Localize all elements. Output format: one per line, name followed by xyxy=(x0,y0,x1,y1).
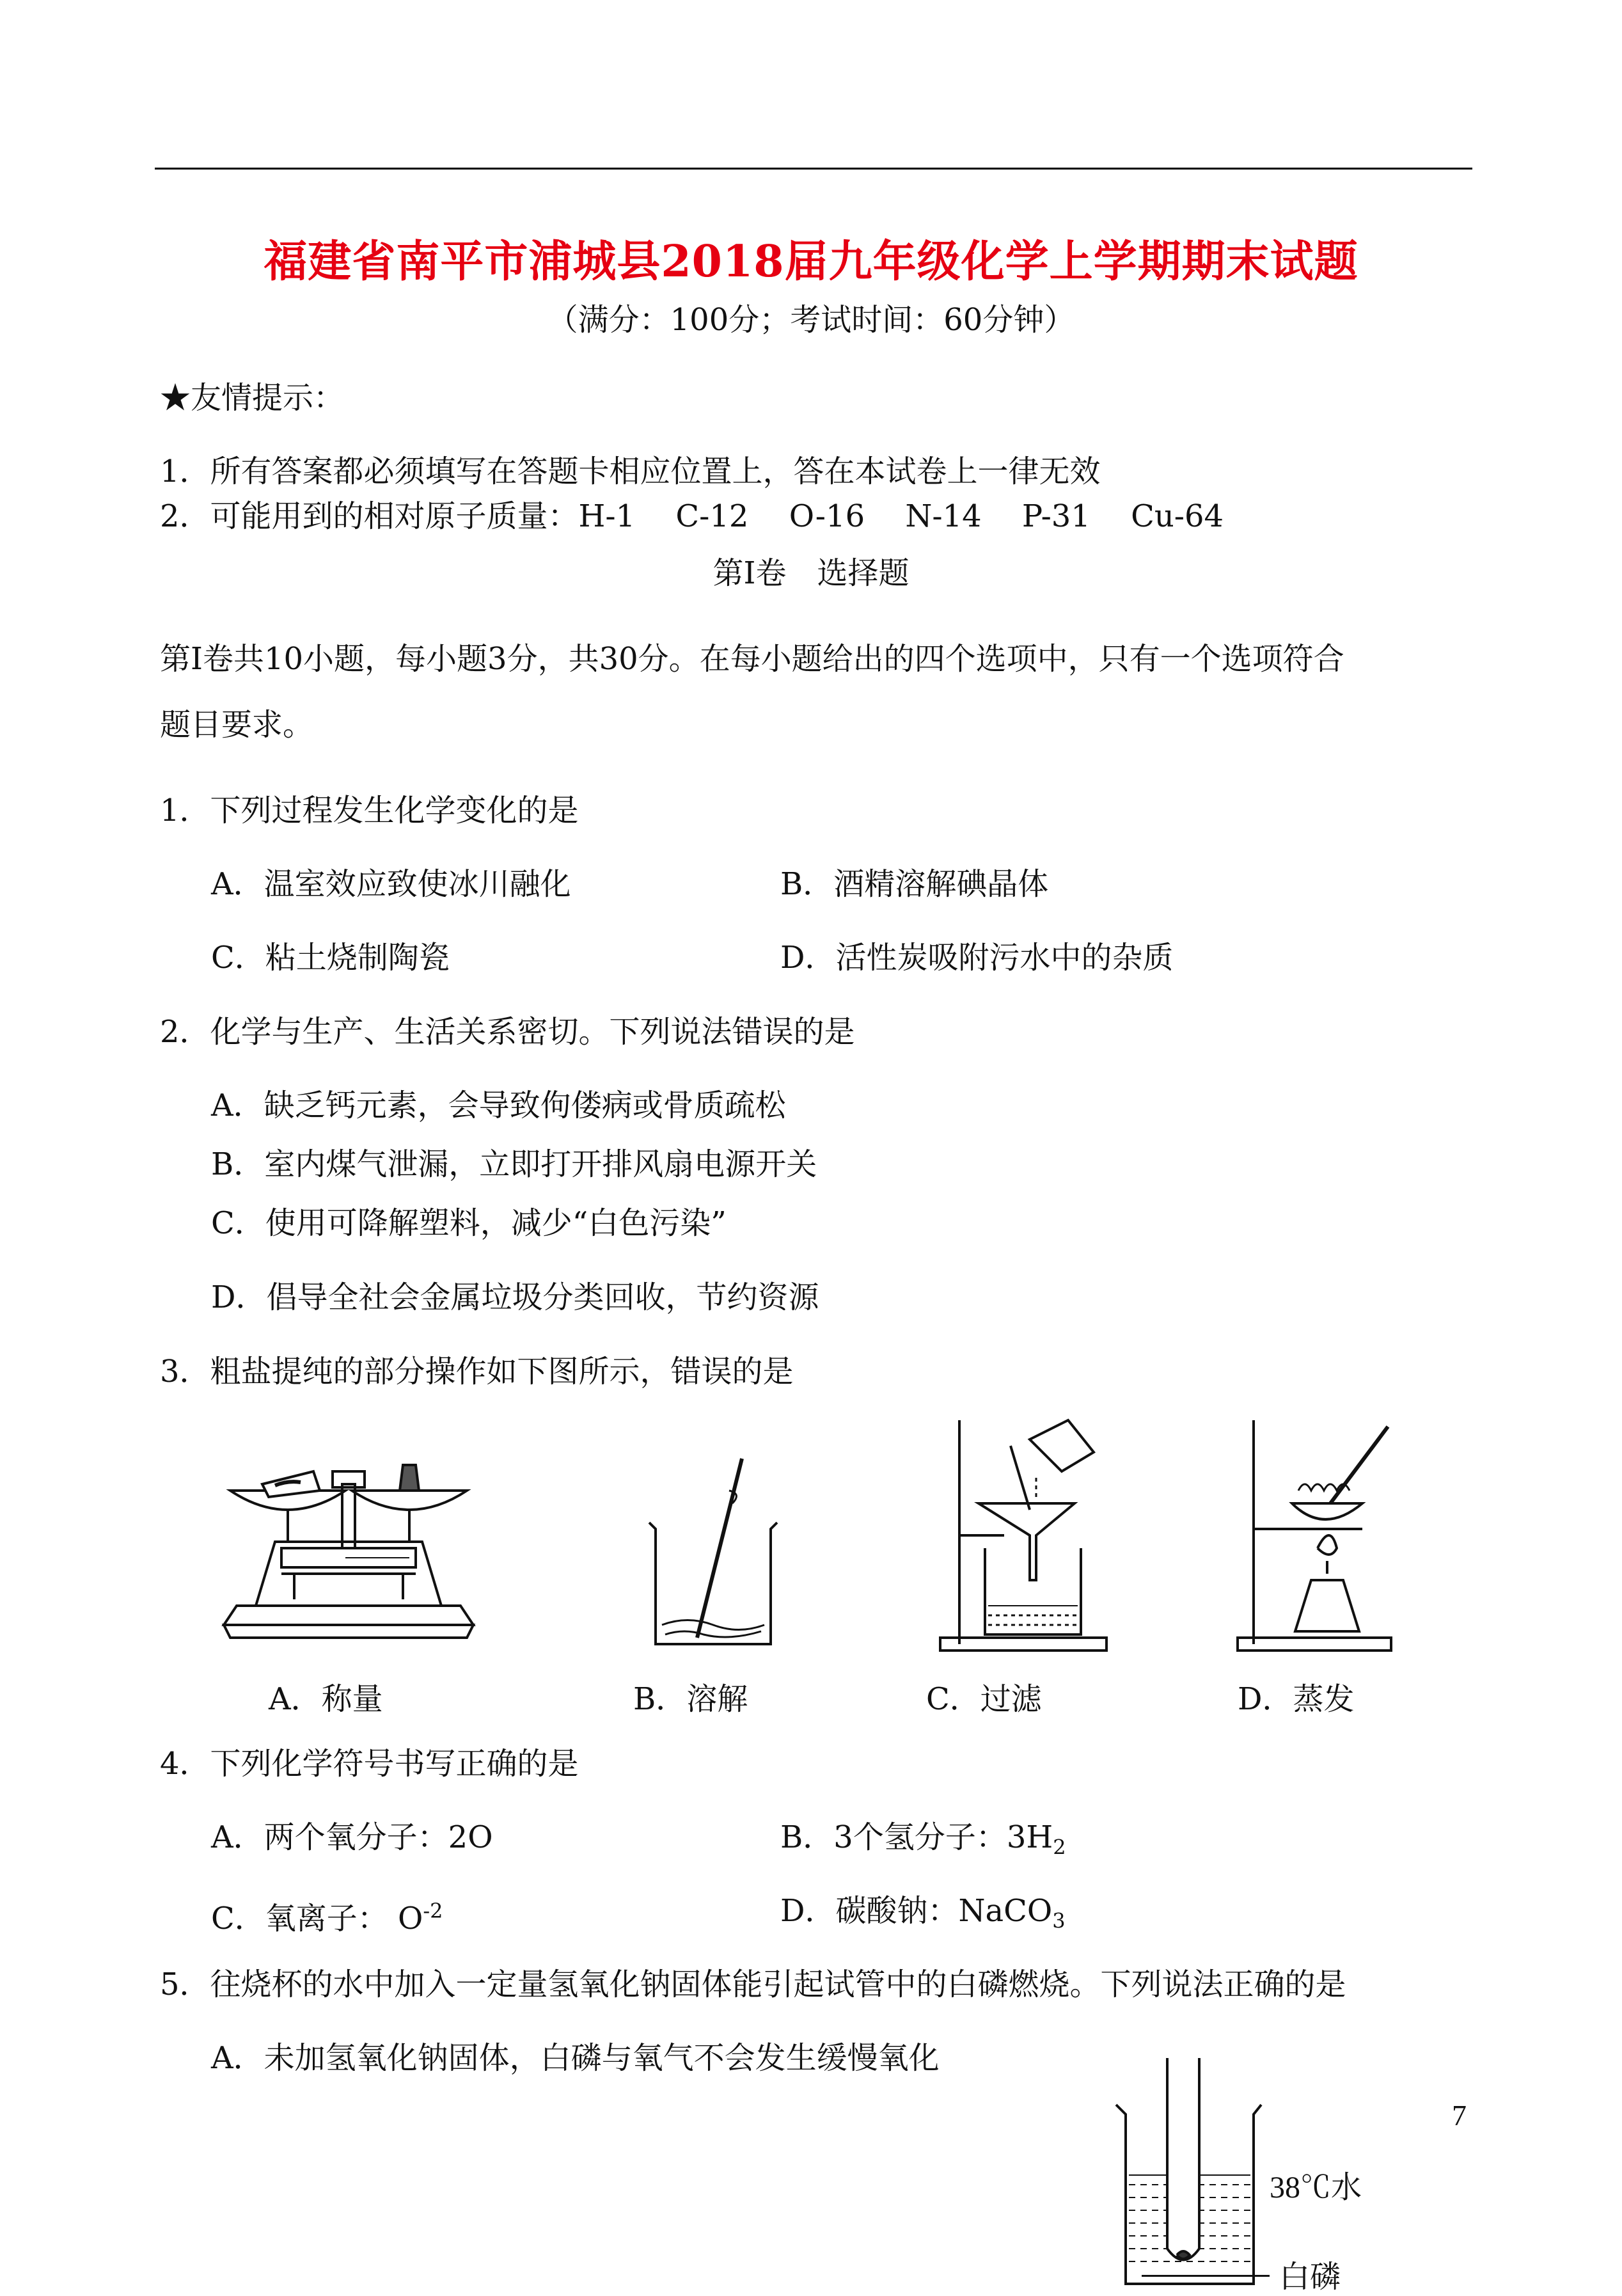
option-item: C．粘土烧制陶瓷 xyxy=(211,940,450,976)
option-item: B．酒精溶解碘晶体 xyxy=(780,866,1049,902)
option-item: B．室内煤气泄漏，立即打开排风扇电源开关 xyxy=(211,1146,817,1182)
balance-figure xyxy=(217,1446,480,1651)
option-item: A．缺乏钙元素，会导致佝偻病或骨质疏松 xyxy=(211,1088,786,1123)
section-title: 第Ⅰ卷 选择题 xyxy=(713,555,909,591)
beaker-testtube-figure xyxy=(1113,2057,1266,2287)
option-item: A．两个氧分子：2O xyxy=(211,1819,493,1855)
figure-label: 38℃水 xyxy=(1270,2171,1362,2205)
question-stem: 5．往烧杯的水中加入一定量氢氧化钠固体能引起试管中的白磷燃烧。下列说法正确的是 xyxy=(160,1967,1346,2002)
figure-label: B．溶解 xyxy=(633,1681,748,1717)
option-item: C．使用可降解塑料，减少“白色污染” xyxy=(211,1205,727,1241)
option-item: A．温室效应致使冰川融化 xyxy=(211,866,571,902)
notice-heading: ★友情提示： xyxy=(160,380,345,416)
page-subtitle: （满分：100分；考试时间：60分钟） xyxy=(547,302,1075,338)
question-stem: 1．下列过程发生化学变化的是 xyxy=(160,793,579,828)
question-stem: 4．下列化学符号书写正确的是 xyxy=(160,1746,579,1782)
beaker-figure xyxy=(640,1452,793,1657)
figure-label: 白磷 xyxy=(1279,2260,1341,2294)
question-stem: 3．粗盐提纯的部分操作如下图所示，错误的是 xyxy=(160,1354,794,1389)
page-number: 7 xyxy=(1452,2099,1467,2132)
white-phosphorus-pointer xyxy=(1142,2275,1270,2277)
figure-label: D．蒸发 xyxy=(1238,1681,1355,1717)
option-item: B．3个氢分子：$3H_2$ xyxy=(780,1819,1066,1860)
option-item: D．活性炭吸附污水中的杂质 xyxy=(780,940,1174,976)
figure-label: C．过滤 xyxy=(926,1681,1042,1717)
option-item: C．氧离子： $O^{-2}$ xyxy=(211,1899,443,1936)
top-rule xyxy=(155,168,1472,170)
page-title: 福建省南平市浦城县2018届九年级化学上学期期末试题 xyxy=(264,236,1358,287)
notice-item: 2．可能用到的相对原子质量：H-1 C-12 O-16 N-14 P-31 Cu-64 xyxy=(160,498,1224,534)
notice-item: 1．所有答案都必须填写在答题卡相应位置上，答在本试卷上一律无效 xyxy=(160,454,1101,489)
section-intro: 第Ⅰ卷共10小题，每小题3分，共30分。在每小题给出的四个选项中，只有一个选项符合 xyxy=(160,641,1344,677)
filtration-figure xyxy=(934,1414,1113,1657)
figure-label: A．称量 xyxy=(269,1681,383,1717)
option-item: D．倡导全社会金属垃圾分类回收，节约资源 xyxy=(211,1279,819,1315)
option-item: D．碳酸钠：NaCO$_3$ xyxy=(780,1893,1066,1933)
question-stem: 2．化学与生产、生活关系密切。下列说法错误的是 xyxy=(160,1014,855,1050)
evaporation-figure xyxy=(1234,1414,1401,1657)
option-item: A．未加氢氧化钠固体，白磷与氧气不会发生缓慢氧化 xyxy=(211,2040,940,2076)
section-intro: 题目要求。 xyxy=(160,707,314,743)
